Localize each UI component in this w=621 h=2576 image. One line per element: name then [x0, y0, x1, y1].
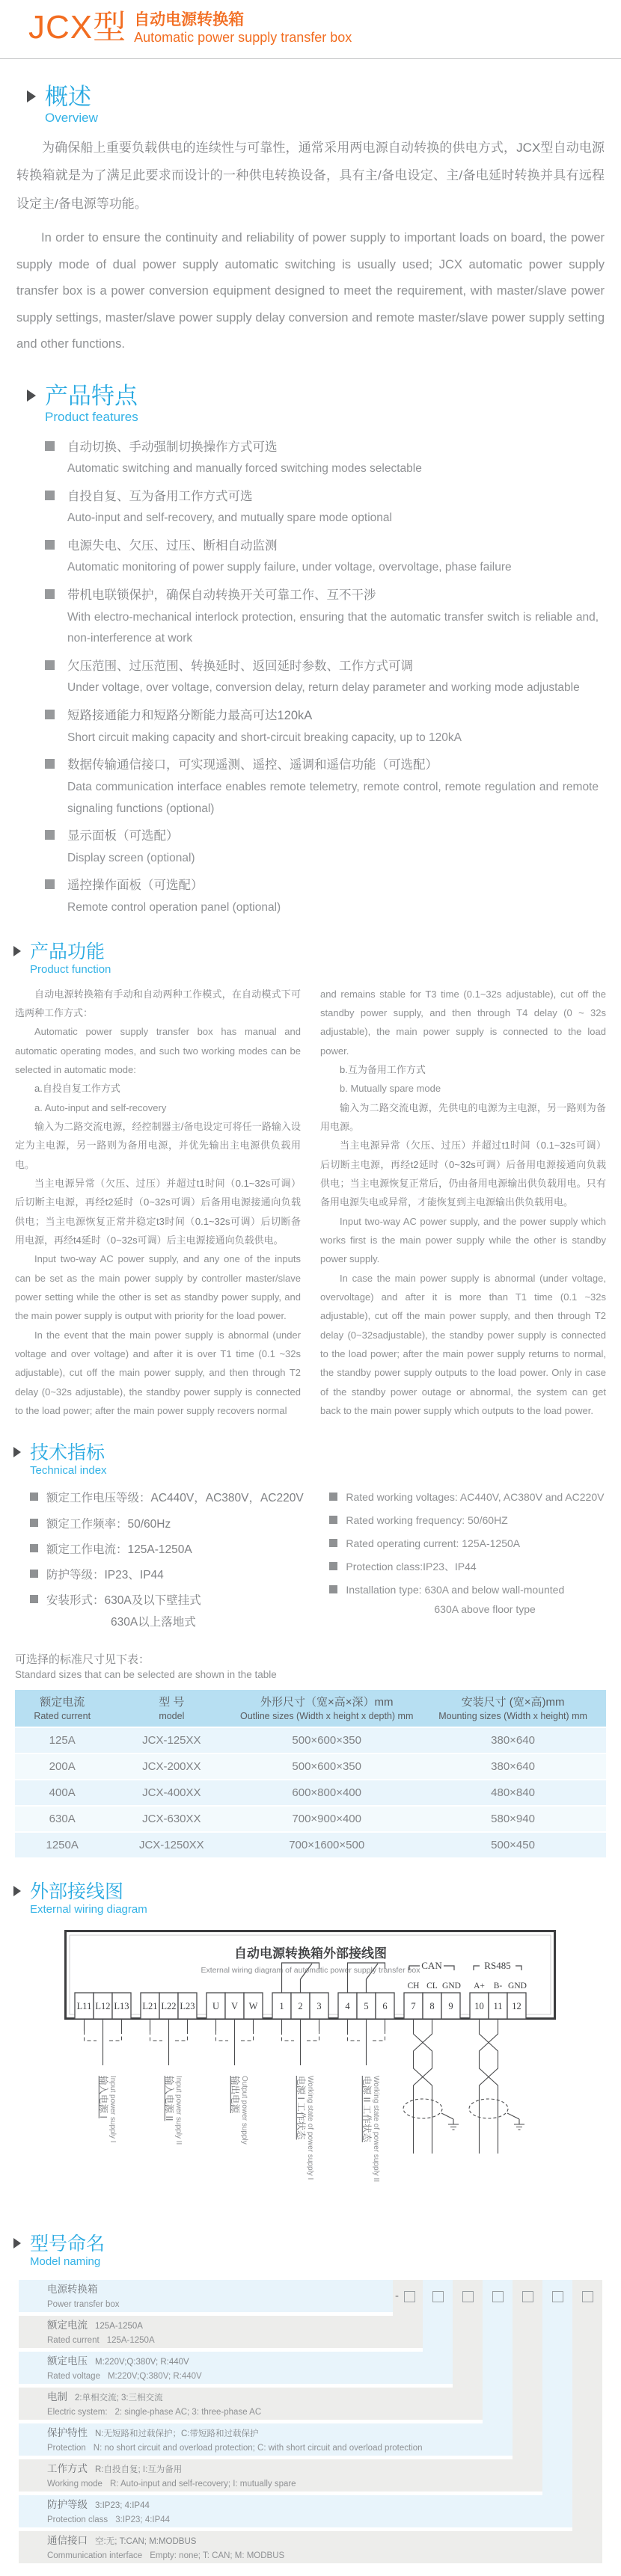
overview-paragraph-cn: 为确保船上重要负载供电的连续性与可靠性，通常采用两电源自动转换的供电方式，JCX型自动电源转换箱就是为了满足此要求而设计的一种供电转换设备，具有主/备电设定、主/备电延时转换并具有远程设定主/备电源等功能。	[16, 141, 605, 211]
tech-item: Rated working voltages: AC440V, AC380V and AC220V	[329, 1486, 606, 1509]
terminal-stub-lines	[85, 2019, 385, 2065]
feature-item: 自动切换、手动强制切换操作方式可选 Automatic switching and manually forced switching modes selectable	[45, 436, 599, 480]
model-code-box-1	[404, 2291, 415, 2302]
feature-item: 短路接通能力和短路分断能力最高可达120kA Short circuit making capacity and short-circuit breaking capacity, up to 120kA	[45, 704, 599, 748]
svg-text:输入电源 I: 输入电源 I	[98, 2076, 108, 2119]
svg-text:Output power supply: Output power supply	[240, 2076, 248, 2145]
naming-arm-6	[542, 2280, 572, 2495]
header-divider	[0, 58, 621, 59]
svg-text:CH: CH	[407, 1982, 420, 1991]
model-code-box-4	[492, 2291, 504, 2302]
table-header-row	[15, 1690, 606, 1727]
square-bullet-icon	[45, 879, 55, 889]
svg-text:10: 10	[474, 2001, 484, 2012]
col-outline-sizes: 外形尺寸（宽×高×深）mm Outline sizes (Width x height x depth) mm	[233, 1690, 420, 1727]
tech-cn-column	[30, 1486, 329, 1632]
tech-item: 额定工作电流：125A-1250A	[30, 1537, 329, 1563]
table-row: 1250A JCX-1250XX 700×1600×500 500×450	[15, 1833, 606, 1857]
features-list	[45, 436, 599, 919]
product-model: JCX型	[28, 9, 127, 46]
overview-body	[16, 134, 605, 358]
square-bullet-icon	[30, 1493, 38, 1501]
col-mounting-sizes: 安装尺寸 (宽×高)mm Mounting sizes (Width x height) mm	[420, 1690, 606, 1727]
model-code-box-6	[552, 2291, 563, 2302]
square-bullet-icon	[329, 1493, 337, 1501]
product-title-en: Automatic power supply transfer box	[134, 30, 352, 45]
svg-text:电源 I 工作状态: 电源 I 工作状态	[296, 2076, 306, 2140]
naming-row: 防护等级 3:IP23; 4:IP44 Protection class 3:IP23; 4:IP44	[19, 2495, 572, 2527]
tech-index-columns	[30, 1486, 606, 1632]
model-code-box-5	[522, 2291, 533, 2302]
svg-text:5: 5	[364, 2001, 369, 2012]
function-left-column: 自动电源转换箱有手动和自动两种工作模式，在自动模式下可选两种工作方式： Automatic power supply transfer box has manual and automatic operating modes, and such two working modes can be selected in automatic mode: a.自投自复工作方式 a. Auto-input and self-recovery 输入为二路交流电源，经控制器主/备电设定可将任一路输入设定为主电源，另一路则为备用电源，并优先输出主电源供负载用电。 当主电源异常（欠压、过压）并超过t1时间（0.1~32s可调）后切断主电源，再经t2延时（0~32s可调）后备用电源接通向负载供电；当主电源恢复正常并稳定t3时间（0.1~32s可调）后切断备用电源，再经t4延时（0~32s可调）后主电源接通向负载供电。 Input two-way AC power supply, and any one of the inputs can be set as the main power supply by controller master/slave power setting while the other is set as standby power supply, and the main power supply is output with priority for the load power. In the event that the main power supply is abnormal (under voltage and over voltage) and after it is over T1 time (0.1 ~32s adjustable), cut off the main power supply, and then through T2 delay (0~32s adjustable), the standby power supply is connected to the load power; after the main power supply recovers normal	[15, 988, 301, 1417]
naming-row: 电制 2:单相交流; 3:三相交流 Electric system: 2: single-phase AC; 3: three-phase AC	[19, 2388, 483, 2420]
naming-row: 电源转换箱 Power transfer box	[19, 2280, 393, 2312]
triangle-marker-icon	[27, 390, 36, 402]
section-features-header	[27, 384, 621, 425]
naming-row: 额定电流 125A-1250A Rated current 125A-1250A	[19, 2316, 423, 2348]
svg-text:11: 11	[493, 2001, 503, 2012]
wiring-diagram	[64, 1929, 621, 2211]
section-title-cn: 概述	[45, 84, 91, 110]
section-title-cn: 外部接线图	[30, 1881, 124, 1903]
svg-text:L12: L12	[95, 2001, 111, 2012]
tech-item-continuation: 630A above floor type	[434, 1603, 536, 1616]
triangle-marker-icon	[13, 2238, 21, 2248]
table-row: 630A JCX-630XX 700×900×400 580×940	[15, 1807, 606, 1831]
svg-text:4: 4	[345, 2001, 350, 2012]
svg-text:Working state of power supply: Working state of power supply I	[306, 2076, 314, 2180]
can-twisted-pair	[403, 2019, 459, 2154]
naming-row: 工作方式 R:自投自复; I:互为备用 Working mode R: Auto-input and self-recovery; I: mutually spare	[19, 2459, 542, 2492]
section-title-en: Technical index	[30, 1464, 107, 1478]
overview-paragraph-en: In order to ensure the continuity and reliability of power supply to important loads on board, the power supply mode of dual power supply automatic switching is usually used; JCX automatic power supply transfer box is a power conversion equipment designed to meet the requirement, with master/slave power supply settings, master/slave power supply delay conversion and remote master/slave power supply setting and other functions.	[16, 231, 605, 351]
triangle-marker-icon	[13, 1886, 21, 1896]
svg-text:6: 6	[382, 2001, 388, 2012]
svg-text:L21: L21	[142, 2001, 158, 2012]
table-row: 200A JCX-200XX 500×600×350 380×640	[15, 1754, 606, 1779]
tech-item: Installation type: 630A and below wall-mounted	[329, 1579, 606, 1602]
section-title-en: Product function	[30, 962, 111, 976]
model-code-box-7	[582, 2291, 593, 2302]
tech-item: 额定工作频率：50/60Hz	[30, 1512, 329, 1537]
function-right-column: and remains stable for T3 time (0.1~32s adjustable), cut off the standby power supply, and then through T4 delay (0 ~ 32s adjustable), the main power supply is connected to the load power. b.互为备用工作方式 b. Mutually spare mode 输入为二路交流电源，先供电的电源为主电源，另一路则为备用电源。 当主电源异常（欠压、过压）并超过t1时间（0.1~32s可调）后切断主电源，再经t2延时（0~32s可调）后备用电源接通向负载供电；当主电源恢复正常后，仍由备用电源输出供负载用电。只有备用电源失电或异常，才能恢复到主电源输出供负载用电。 Input two-way AC power supply, and the power supply which works first is the main power supply while the other is standby power supply. In case the main power supply is abnormal (under voltage, overvoltage) and after it is more than T1 time (0.1 ~32s adjustable), cut off the main power supply, and then through T2 delay (0~32sadjustable), the standby power supply is connected to the load power; after the main power supply returns to normal, the standby power supply outputs to the load power. Only in case of the standby power outage or abnormal, the system can get back to the main power supply which outputs to the load power.	[320, 988, 606, 1417]
wiring-diagram-svg	[64, 1929, 557, 2207]
tech-en-column	[329, 1486, 606, 1632]
product-title-cn: 自动电源转换箱	[134, 11, 245, 28]
square-bullet-icon	[30, 1544, 38, 1552]
col-rated-current: 额定电流 Rated current	[15, 1690, 109, 1727]
tech-item: 额定工作电压等级：AC440V，AC380V，AC220V	[30, 1486, 329, 1511]
can-bus-label: CAN	[421, 1960, 442, 1972]
feature-item: 自投自复、互为备用工作方式可选 Auto-input and self-recovery, and mutually spare mode optional	[45, 485, 599, 529]
square-bullet-icon	[329, 1539, 337, 1547]
col-model: 型 号 model	[109, 1690, 233, 1727]
naming-row: 通信接口 空:无; T:CAN; M:MODBUS Communication interface Empty: none; T: CAN; M: MODBUS	[19, 2531, 602, 2563]
section-title-cn: 产品特点	[45, 382, 138, 409]
square-bullet-icon	[45, 759, 55, 769]
square-bullet-icon	[329, 1516, 337, 1524]
square-bullet-icon	[30, 1519, 38, 1527]
rs485-bus-label: RS485	[484, 1960, 511, 1972]
section-overview-header	[27, 84, 621, 126]
triangle-marker-icon	[27, 90, 36, 102]
svg-text:Working state of power supply: Working state of power supply II	[372, 2076, 380, 2183]
section-title-en: Product features	[45, 409, 138, 424]
square-bullet-icon	[45, 589, 55, 599]
svg-text:8: 8	[429, 2001, 435, 2012]
square-bullet-icon	[45, 441, 55, 451]
model-code-box-3	[462, 2291, 474, 2302]
svg-text:12: 12	[512, 2001, 521, 2012]
svg-text:W: W	[248, 2001, 258, 2012]
wire-group-labels	[98, 2076, 380, 2182]
square-bullet-icon	[30, 1595, 38, 1603]
triangle-marker-icon	[13, 1447, 21, 1457]
section-wiring-header	[13, 1881, 621, 1917]
feature-item: 显示面板（可选配） Display screen (optional)	[45, 825, 599, 869]
svg-text:电源 II 工作状态: 电源 II 工作状态	[361, 2076, 372, 2143]
size-table-note: 可选择的标准尺寸见下表： Standard sizes that can be selected are shown in the table	[15, 1653, 277, 1681]
svg-text:2: 2	[298, 2001, 303, 2012]
wiring-title-en: External wiring diagram of automatic power supply transfer box	[201, 1966, 420, 1976]
tech-item: 防护等级：IP23、IP44	[30, 1563, 329, 1588]
triangle-marker-icon	[13, 946, 21, 956]
svg-text:GND: GND	[508, 1982, 527, 1991]
svg-text:输入电源 II: 输入电源 II	[164, 2076, 174, 2121]
product-title-block	[134, 9, 352, 46]
rs485-twisted-pair	[469, 2019, 524, 2154]
section-title-cn: 技术指标	[30, 1442, 105, 1464]
svg-text:7: 7	[411, 2001, 416, 2012]
svg-text:1: 1	[279, 2001, 284, 2012]
square-bullet-icon	[329, 1585, 337, 1593]
section-function-header	[13, 941, 621, 977]
feature-item: 电源失电、欠压、过压、断相自动监测 Automatic monitoring of power supply failure, under voltage, overvoltage, phase failure	[45, 535, 599, 579]
wiring-title-cn: 自动电源转换箱外部接线图	[234, 1946, 387, 1961]
model-naming-diagram	[19, 2280, 602, 2569]
tech-item: Rated working frequency: 50/60HZ	[329, 1509, 606, 1532]
square-bullet-icon	[329, 1562, 337, 1570]
square-bullet-icon	[30, 1570, 38, 1578]
square-bullet-icon	[45, 710, 55, 719]
feature-item: 遥控操作面板（可选配） Remote control operation panel (optional)	[45, 874, 599, 918]
square-bullet-icon	[45, 660, 55, 670]
feature-item: 数据传输通信接口，可实现遥测、遥控、遥调和遥信功能（可选配） Data communication interface enables remote telemetry, remote control, remote regulation and remote signaling functions (optional)	[45, 754, 599, 820]
tech-item: Rated operating current: 125A-1250A	[329, 1532, 606, 1555]
svg-text:B-: B-	[493, 1982, 503, 1991]
svg-text:L13: L13	[114, 2001, 129, 2012]
svg-text:3: 3	[316, 2001, 322, 2012]
table-row: 400A JCX-400XX 600×800×400 480×840	[15, 1780, 606, 1805]
svg-text:Input power supply II: Input power supply II	[174, 2076, 183, 2145]
standard-sizes-table	[15, 1688, 606, 1859]
svg-text:输出电源: 输出电源	[230, 2076, 240, 2114]
section-naming-header	[13, 2234, 621, 2269]
svg-text:L22: L22	[161, 2001, 177, 2012]
table-row: 125A JCX-125XX 500×600×350 380×640	[15, 1728, 606, 1753]
svg-text:GND: GND	[442, 1982, 461, 1991]
section-title-en: Model naming	[30, 2255, 101, 2269]
tech-item: Protection class:IP23、IP44	[329, 1555, 606, 1579]
square-bullet-icon	[45, 540, 55, 550]
naming-row: 额定电压 M:220V;Q:380V; R:440V Rated voltage M:220V;Q:380V; R:440V	[19, 2352, 453, 2384]
square-bullet-icon	[45, 491, 55, 500]
svg-text:Input power supply I: Input power supply I	[108, 2076, 117, 2143]
tech-item-continuation: 630A以上落地式	[111, 1615, 196, 1629]
svg-text:L11: L11	[76, 2001, 92, 2012]
svg-text:U: U	[212, 2001, 220, 2012]
function-columns	[15, 985, 606, 1421]
svg-text:CL: CL	[426, 1982, 438, 1991]
svg-text:L23: L23	[180, 2001, 195, 2012]
tech-item: 安装形式：630A及以下壁挂式	[30, 1588, 329, 1614]
section-title-en: External wiring diagram	[30, 1903, 147, 1916]
svg-text:V: V	[230, 2001, 239, 2012]
naming-arm-7	[572, 2280, 602, 2531]
page-header	[0, 0, 621, 55]
square-bullet-icon	[45, 830, 55, 840]
section-title-cn: 产品功能	[30, 941, 105, 962]
feature-item: 带机电联锁保护，确保自动转换开关可靠工作、互不干涉 With electro-mechanical interlock protection, ensuring that the automatic transfer switch is reliable and, non-interference at work	[45, 584, 599, 650]
section-title-cn: 型号命名	[30, 2234, 105, 2255]
feature-item: 欠压范围、过压范围、转换延时、返回延时参数、工作方式可调 Under voltage, over voltage, conversion delay, return delay parameter and working mode adjustable	[45, 655, 599, 699]
naming-row: 保护特性 N:无短路和过载保护；C:带短路和过载保护 Protection N: no short circuit and overload protection; C: with short circuit and overload protection	[19, 2423, 513, 2456]
model-code-box-2	[432, 2291, 444, 2302]
model-dash: -	[395, 2290, 399, 2303]
naming-arm-5	[513, 2280, 542, 2459]
section-title-en: Overview	[45, 111, 98, 125]
svg-text:9: 9	[448, 2001, 453, 2012]
section-tech-header	[13, 1442, 621, 1478]
svg-text:A+: A+	[474, 1982, 485, 1991]
